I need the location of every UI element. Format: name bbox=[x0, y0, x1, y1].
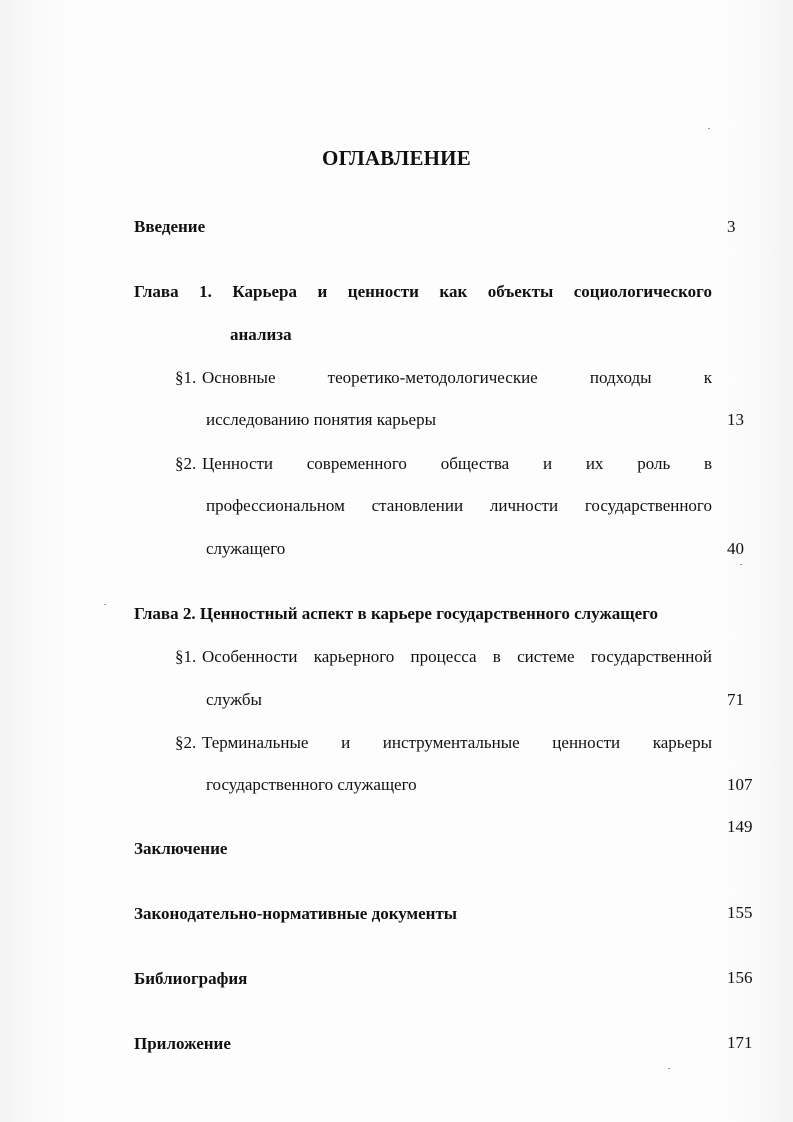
toc-ch2-s2-line1 bbox=[202, 732, 712, 754]
scan-speck bbox=[104, 604, 106, 605]
toc-ch1-s2-line1 bbox=[202, 453, 712, 475]
word: общества bbox=[440, 454, 510, 473]
word: подходы bbox=[589, 368, 652, 387]
toc-legal-docs-page: 155 bbox=[727, 903, 753, 922]
toc-ch1-s1-number: §1. bbox=[175, 368, 197, 387]
scan-speck bbox=[740, 564, 742, 565]
word: карьерного bbox=[313, 647, 395, 666]
toc-ch2-s1-line1 bbox=[202, 646, 712, 668]
word: роль bbox=[637, 454, 671, 473]
toc-ch1-s2-number: §2. bbox=[175, 454, 197, 473]
word: профессиональном bbox=[206, 496, 345, 515]
toc-chapter2-title: Глава 2. Ценностный аспект в карьере государственного служащего bbox=[134, 604, 658, 623]
word: как bbox=[439, 282, 468, 301]
word: к bbox=[703, 368, 712, 387]
toc-appendix-label: Приложение bbox=[134, 1034, 231, 1053]
word: в bbox=[703, 454, 712, 473]
page-title: ОГЛАВЛЕНИЕ bbox=[322, 146, 471, 170]
word: системе bbox=[517, 647, 575, 666]
toc-conclusion-page: 149 bbox=[727, 817, 753, 836]
word: Глава bbox=[134, 282, 179, 301]
word: государственного bbox=[584, 496, 712, 515]
toc-ch2-s1-number: §1. bbox=[175, 647, 197, 666]
word: инструментальные bbox=[382, 733, 520, 752]
toc-ch1-s1-page: 13 bbox=[727, 410, 744, 429]
toc-chapter1-title-line2: анализа bbox=[230, 325, 292, 344]
toc-intro-page: 3 bbox=[727, 217, 736, 236]
toc-bibliography-label: Библиография bbox=[134, 969, 248, 988]
toc-intro-label: Введение bbox=[134, 217, 206, 236]
toc-ch2-s2-line2: государственного служащего bbox=[206, 775, 417, 794]
word: карьеры bbox=[652, 733, 712, 752]
word: Особенности bbox=[202, 647, 298, 666]
toc-bibliography-page: 156 bbox=[727, 968, 753, 987]
word: их bbox=[585, 454, 604, 473]
word: и bbox=[317, 282, 328, 301]
word: личности bbox=[489, 496, 559, 515]
word: Ценности bbox=[202, 454, 274, 473]
word: социологического bbox=[573, 282, 712, 301]
scan-speck bbox=[668, 1068, 670, 1069]
word: и bbox=[542, 454, 553, 473]
toc-ch1-s2-line3: служащего bbox=[206, 539, 286, 558]
word: Карьера bbox=[232, 282, 297, 301]
toc-ch2-s1-page: 71 bbox=[727, 690, 744, 709]
toc-ch2-s2-number: §2. bbox=[175, 733, 197, 752]
word: и bbox=[341, 733, 351, 752]
toc-chapter1-title-line1 bbox=[134, 281, 712, 303]
word: теоретико-методологические bbox=[327, 368, 538, 387]
toc-ch1-s1-line1 bbox=[202, 367, 712, 389]
toc-appendix-page: 171 bbox=[727, 1033, 753, 1052]
word: современного bbox=[306, 454, 407, 473]
word: ценности bbox=[347, 282, 419, 301]
toc-ch2-s2-page: 107 bbox=[727, 775, 753, 794]
word: в bbox=[492, 647, 501, 666]
toc-ch1-s2-page: 40 bbox=[727, 539, 744, 558]
word: ценности bbox=[552, 733, 621, 752]
toc-conclusion-label: Заключение bbox=[134, 839, 228, 858]
toc-ch1-s2-line2 bbox=[206, 495, 712, 517]
word: 1. bbox=[199, 282, 212, 301]
word: государственной bbox=[590, 647, 712, 666]
toc-ch1-s1-line2: исследованию понятия карьеры bbox=[206, 410, 437, 429]
scan-speck bbox=[708, 128, 710, 129]
toc-ch2-s1-line2: службы bbox=[206, 690, 262, 709]
toc-legal-docs-label: Законодательно-нормативные документы bbox=[134, 904, 458, 923]
word: Основные bbox=[202, 368, 276, 387]
word: объекты bbox=[487, 282, 554, 301]
word: становлении bbox=[371, 496, 464, 515]
word: процесса bbox=[410, 647, 477, 666]
word: Терминальные bbox=[202, 733, 309, 752]
